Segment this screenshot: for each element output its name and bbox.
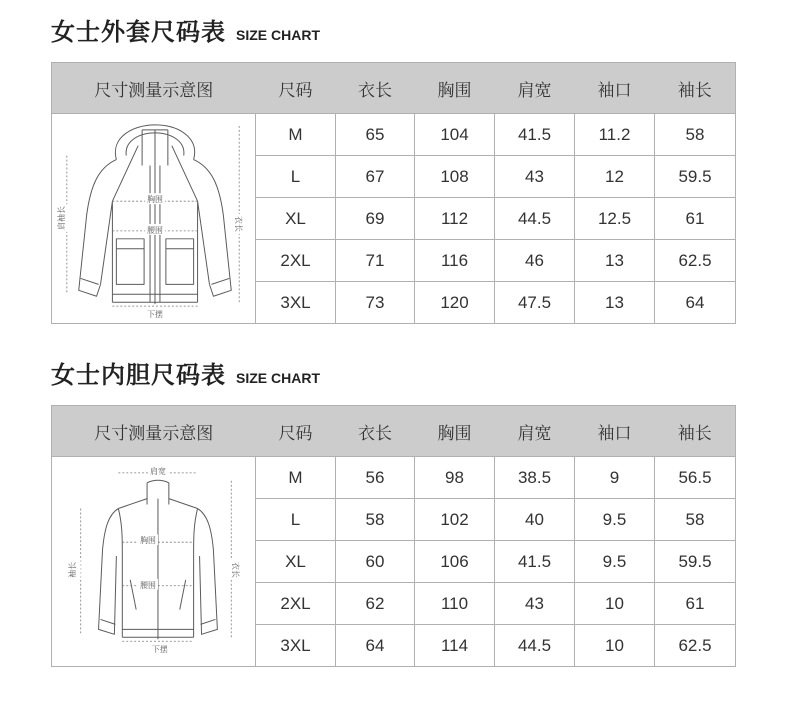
header-size: 尺码 <box>256 63 336 114</box>
header-length: 衣长 <box>336 406 415 457</box>
sleeve-cell: 58 <box>655 114 736 156</box>
shoulder-cell: 38.5 <box>495 457 575 499</box>
size-cell: L <box>256 156 336 198</box>
chest-label: 胸围 <box>147 194 163 204</box>
cuff-cell: 9.5 <box>575 541 655 583</box>
sleeve-cell: 56.5 <box>655 457 736 499</box>
length-cell: 73 <box>336 282 415 324</box>
sleeve-cell: 64 <box>655 282 736 324</box>
sleeve-cell: 62.5 <box>655 240 736 282</box>
cuff-cell: 13 <box>575 240 655 282</box>
size-cell: L <box>256 499 336 541</box>
table-header-row <box>52 63 736 114</box>
header-shoulder: 肩宽 <box>495 406 575 457</box>
liner-size-table <box>51 405 736 667</box>
cuff-cell: 10 <box>575 583 655 625</box>
size-cell: 3XL <box>256 282 336 324</box>
sleeve-cell: 61 <box>655 198 736 240</box>
length-cell: 56 <box>336 457 415 499</box>
shoulder-cell: 46 <box>495 240 575 282</box>
cuff-cell: 12 <box>575 156 655 198</box>
chest-cell: 108 <box>415 156 495 198</box>
cuff-cell: 12.5 <box>575 198 655 240</box>
waist-label: 腰围 <box>147 225 163 235</box>
jacket-section-title <box>51 17 320 47</box>
liner-jacket-illustration <box>52 459 256 665</box>
shoulder-cell: 41.5 <box>495 114 575 156</box>
sleeve-cell: 62.5 <box>655 625 736 667</box>
header-sleeve: 袖长 <box>655 406 736 457</box>
length-cell: 58 <box>336 499 415 541</box>
header-diagram: 尺寸测量示意图 <box>52 406 256 457</box>
jacket-size-table <box>51 62 736 324</box>
sleeve-cell: 59.5 <box>655 541 736 583</box>
cuff-cell: 9 <box>575 457 655 499</box>
length-cell: 69 <box>336 198 415 240</box>
length-cell: 67 <box>336 156 415 198</box>
header-length: 衣长 <box>336 63 415 114</box>
chest-cell: 112 <box>415 198 495 240</box>
size-cell: XL <box>256 198 336 240</box>
header-diagram: 尺寸测量示意图 <box>52 63 256 114</box>
sleeve-cell: 61 <box>655 583 736 625</box>
size-cell: XL <box>256 541 336 583</box>
waist-label: 腰围 <box>140 580 156 590</box>
sleeve-cell: 59.5 <box>655 156 736 198</box>
shoulder-cell: 44.5 <box>495 198 575 240</box>
jacket-table-title: 女士外套尺码表 <box>51 18 226 46</box>
shoulder-cell: 41.5 <box>495 541 575 583</box>
cuff-cell: 9.5 <box>575 499 655 541</box>
size-cell: M <box>256 114 336 156</box>
length-cell: 71 <box>336 240 415 282</box>
chest-cell: 116 <box>415 240 495 282</box>
shoulder-cell: 47.5 <box>495 282 575 324</box>
size-chart-label: SIZE CHART <box>236 370 320 386</box>
hem-label: 下摆 <box>152 644 168 654</box>
size-cell: 3XL <box>256 625 336 667</box>
liner-section-title <box>51 360 320 390</box>
sleeve-length-label: 袖长 <box>67 561 77 578</box>
liner-table-title: 女士内胆尺码表 <box>51 361 226 389</box>
jacket-diagram <box>52 114 256 324</box>
shoulder-cell: 40 <box>495 499 575 541</box>
header-size: 尺码 <box>256 406 336 457</box>
body-length-label: 衣长 <box>234 215 244 232</box>
chest-cell: 110 <box>415 583 495 625</box>
cuff-cell: 11.2 <box>575 114 655 156</box>
shoulder-cell: 44.5 <box>495 625 575 667</box>
sleeve-length-label: 肩袖长 <box>56 205 66 230</box>
table-row <box>52 457 736 499</box>
cuff-cell: 10 <box>575 625 655 667</box>
length-cell: 65 <box>336 114 415 156</box>
header-cuff: 袖口 <box>575 406 655 457</box>
length-cell: 64 <box>336 625 415 667</box>
cuff-cell: 13 <box>575 282 655 324</box>
shoulder-label: 肩宽 <box>150 466 166 476</box>
chest-cell: 114 <box>415 625 495 667</box>
table-header-row <box>52 406 736 457</box>
header-chest: 胸围 <box>415 63 495 114</box>
sleeve-cell: 58 <box>655 499 736 541</box>
chest-label: 胸围 <box>140 535 156 545</box>
header-chest: 胸围 <box>415 406 495 457</box>
table-row <box>52 114 736 156</box>
body-length-label: 衣长 <box>231 561 241 578</box>
size-chart-label: SIZE CHART <box>236 27 320 43</box>
hem-label: 下摆 <box>147 309 163 319</box>
chest-cell: 98 <box>415 457 495 499</box>
chest-cell: 104 <box>415 114 495 156</box>
length-cell: 60 <box>336 541 415 583</box>
header-cuff: 袖口 <box>575 63 655 114</box>
chest-cell: 120 <box>415 282 495 324</box>
liner-diagram <box>52 457 256 667</box>
shoulder-cell: 43 <box>495 583 575 625</box>
size-cell: 2XL <box>256 240 336 282</box>
chest-cell: 102 <box>415 499 495 541</box>
size-cell: M <box>256 457 336 499</box>
header-sleeve: 袖长 <box>655 63 736 114</box>
size-cell: 2XL <box>256 583 336 625</box>
chest-cell: 106 <box>415 541 495 583</box>
shoulder-cell: 43 <box>495 156 575 198</box>
hooded-jacket-illustration <box>52 116 256 322</box>
length-cell: 62 <box>336 583 415 625</box>
header-shoulder: 肩宽 <box>495 63 575 114</box>
